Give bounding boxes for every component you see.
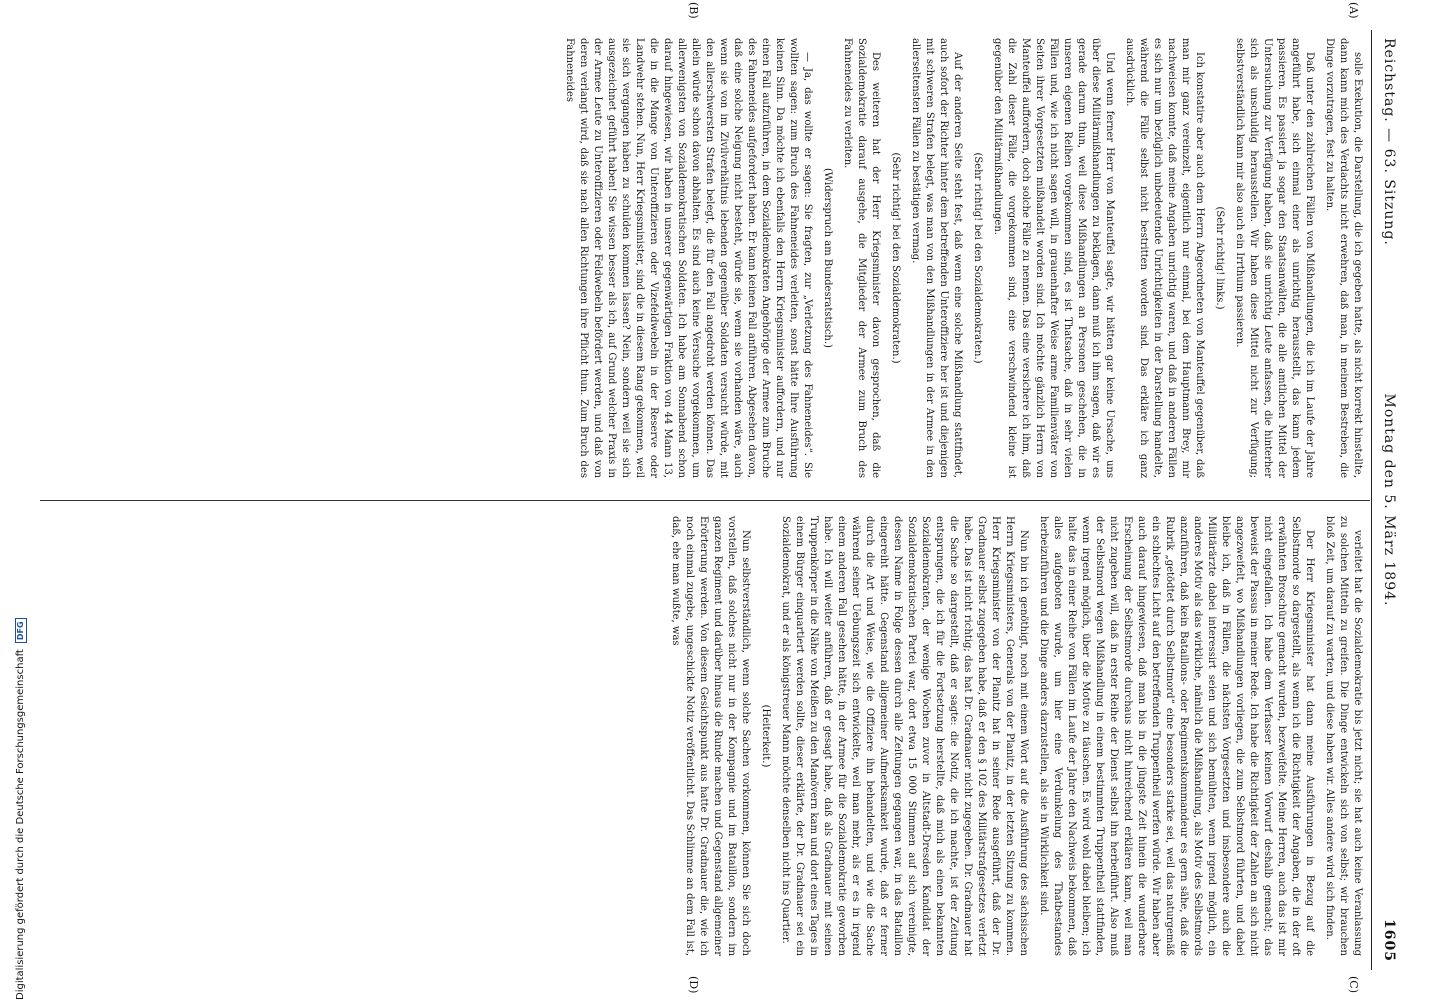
margin-label-b: (B) <box>687 2 700 19</box>
footer-credit: Digitalisierung gefördert durch die Deutsche Forschungsgemeinschaft <box>15 649 26 1000</box>
paragraph: (Heiterkeit.) <box>760 704 771 768</box>
paragraph: Ich konstatire aber auch dem Herrn Abgeordneten von Manteuffel gegenüber, daß man mir ganz vereinzelt, eigentlich nur einmal, bei dem Hauptmann Brey, mir nachweisen konnte, daß meine Angaben unrichtig waren, und daß in anderen Fällen es sich nur um bezüglich unbedeutende Unrichtigkeiten in der Darstellung handelte, während die Fälle selbst nicht bestritten worden sind. Das erkläre ich ganz ausdrücklich. <box>1124 38 1205 478</box>
paragraph: Des weiteren hat der Herr Kriegsminister davon gesprochen, daß die Sozialdemokratie darauf ausgehe, die Mitglieder der Armee zum Bruch des Fahneneides zu verleiten. <box>842 38 881 478</box>
text-column-left <box>44 38 1364 478</box>
header-rule <box>1371 30 1372 970</box>
header-session: Reichstag. — 63. Sitzung. <box>1381 38 1397 246</box>
page-header <box>1374 30 1400 970</box>
paragraph: Nun bin ich genöthigt, noch mit einem Wort auf die Ausführung des sächsischen Herrn Kriegsministers, Generals von der Planitz, in der letzten Sitzung zu kommen. Herr Kriegsminister von der Planitz hat in seiner Rede ausgeführt, daß der Dr. Gradnauer selbst zugegeben habe, daß er den § 102 des Militärstrafgesetzes verletzt habe. Das ist nicht richtig; das hat Dr. Gradnauer nicht zugegeben. Dr. Gradnauer hat die Sache so dargestellt, daß er sagte: die Notiz, die ich machte, ist der Zeitung entsprungen, die ich für die Fortsetzung herstellte, daß mich als einen bekannten Sozialdemokraten, der wenige Wochen zuvor in Altstadt-Dresden Kandidat der Sozialdemokratischen Partei war, dort etwa 15 000 Stimmen auf sich vereinigte, dessen Name in Folge dessen durch alle Zeitungen gegangen war, in das Bataillon eingereiht hätte. Gegenstand allgemeiner Aufmerksamkeit wurde, daß er ferner durch die Art und Weise, wie die Offiziere ihn behandelten, und wie die Sache während seiner Uebungszeit sich entwickelte, weil man mehr, als er es in irgend einem anderen Fall gesehen hätte, in der Armee für die Sozialdemokratie geworben habe. Ich will weiter anführen, daß er gesagt habe, daß als Gradnauer mit seinen Truppenkörper in die Nähe von Meißen zu den Manövern kam und dort eines Tages in einem Bürger einquartiert werden sollte, dieser erklärte, der Dr. Gradnauer sei ein Sozialdemokrat, und er als königstreuer Mann möchte denselben nicht ins Quartier. <box>780 516 1029 956</box>
paragraph: verleitet hat die Sozialdemokratie bis jetzt nicht; sie hat auch keine Veranlassung zu solchen Mitteln zu greifen. Die Dinge entwickeln sich von selbst; wir brauchen bloß Zeit, um darauf zu warten, und diese haben wir. Alles andere wird sich finden. <box>1324 516 1363 956</box>
paragraph: Nun selbstverständlich, wenn solche Sachen vorkommen, können Sie sich doch vorstellen, daß solches nicht nur in der Kompagnie und im Bataillon, sondern im ganzen Regiment und darüber hinaus die Runde machen und Gegenstand allgemeiner Erörterung werden. Von diesem Gesichtspunkt aus hatte Dr. Gradnauer die, wie ich noch einmal zugebe, ungeschickte Notiz veröffentlicht. Das Schlimme an dem Fall ist, daß, ehe man wußte, was <box>670 516 751 956</box>
paragraph: solle Exekution, die Darstellung, die ich gegeben hatte, als nicht korrekt hinstellte, dann kann mich des Verdachts nicht erwehren, daß man, in meinem Bestreben, die Dinge vorzutragen, fest zu halten. <box>1324 38 1363 478</box>
dfg-logo: DFG <box>15 618 27 643</box>
margin-label-d: (D) <box>687 976 700 994</box>
paragraph: (Widerspruch am Bundesratstisch.) <box>822 168 833 348</box>
paragraph: (Sehr richtig! links.) <box>1214 206 1225 310</box>
paragraph: Der Herr Kriegsminister hat dann meine Ausführungen in Bezug auf die Selbstmorde so dargestellt, als wenn ich die Richtigkeit der Angaben, die in der oft erwähnten Broschüre gemacht wurden, bezweifelte. Meine Herren, auch das ist mir nicht eingefallen. Ich habe dem Verfasser keinen Vorwurf deshalb gemacht; das beweist der Passus in meiner Rede. Ich habe die Richtigkeit der Zahlen an sich nicht angezweifelt, wo Mißhandlungen vorliegen, die zum Selbstmord führten, und dabei bleibe ich, daß in Fällen, die nächsten Vorgesetzten und insbesondere auch die Militärärzte dabei interessirt seien und sich bemühten, wenn irgend möglich, ein anderes Motiv als das wirkliche, nämlich die Mißhandlung, als Motiv des Selbstmords anzuführen, daß kein Bataillons- oder Regimentskommandeur es gern sähe, daß die Rubrik „getödtet durch Selbstmord“ eine besonders starke sei, weil das naturgemäß ein schlechtes Licht auf den betreffenden Truppentheil werfen würde. Wir haben aber auch darauf hingewiesen, daß man bis in die jüngste Zeit hinein die wunderbare Erscheinung der Selbstmorde durchaus nicht hinreichend erklären kann, weil man nicht zugeben will, daß in erster Reihe der Dienst selbst ihn herbeiführt. Also muß der Selbstmord wegen Mißhandlung in einem bestimmten Truppentheil stattfinden, wenn irgend möglich, über die Motive zu täuschen. Es wird wohl dabei bleiben; ich halte das in einer Reihe von Fällen im Laufe der Jahre den Nachweis bekommen, daß alles aufgeboten wurde, um hier eine Verdunkelung des Thatbestandes herbeizuführen und die Dinge anders darzustellen, als sie in Wirklichkeit sind. <box>1038 516 1315 956</box>
header-date: Montag den 5. März 1894. <box>1381 393 1397 607</box>
paragraph: (Sehr richtig! bei den Sozialdemokraten.) <box>972 152 983 364</box>
paragraph: Auf der anderen Seite steht fest, daß wenn eine solche Mißhandlung stattfindet, auch sofort der Richter hinter dem betreffenden Unteroffiziere her ist und diejenigen mit schweren Strafen belegt, was man von den Mißhandlungen in der Armee in den allerseltensten Fällen zu bestätigen vermag. <box>910 38 963 478</box>
paragraph: (Sehr richtig! bei den Sozialdemokraten.) <box>890 152 901 364</box>
paragraph: — Ja, das wollte er sagen: Sie fragten, zur „Verletzung des Fahneneides“. Sie wollten sagen: zum Bruch des Fahneneides verleiten, sonst hätte Ihre Ausführung keinen Sinn. Da möchte ich ebenfalls den Herrn Kriegsminister auffordern, und nur einen Fall aufzuführen, in dem Sozialdemokraten Angehörige der Armee zum Bruche des Fahneneides aufgefordert haben. Er kann keinen Fall anführen. Abgesehen davon, daß eine solche Neigung nicht besteht, würde sie, wenn sie vorhanden wäre, auch wenn sie von im Zivilverhältnis lebenden gegenüber Soldaten versucht würde, mit den allerschwersten Strafen belegt, die für den Fall angedroht werden können. Das allein würde schon davon abhalten. Es sind auch keine Versuche vorgekommen, um allerwenigsten von Sozialdemokratischen Soldaten. Ich habe am Sonnabend schon darauf hingewiesen, wir haben in unserer gegenwärtigen Fraktion von 44 Mann 13, die in die Mange von Unteroffizieren oder Vizefeldwebeln in der Reserve oder Landwehr stehen. Nun, Herr Kriegsminister, sind die in diesem Rang gekommen, weil sie sich vergangen haben zu schulden kommen lassen? Nein, sondern weil sie sich ausgezeichnet geführt haben! Sie wissen besser als ich, auf Grund welcher Praxis in der Armee Leute zu Unteroffizieren oder Feldwebeln befördert werden, und daß von deren verlangt wird, daß sie nach allen Richtungen ihre Pflicht thun. Zum Bruch des Fahneneides <box>564 38 813 478</box>
paragraph: Daß unter den zahlreichen Fällen von Mißhandlungen, die ich im Laufe der Jahre angeführt habe, sich einmal einer als unrichtig herausstellt, das kann jedem passieren. Es passiert ja sogar den Staatsanwälten, die alle amtlichen Mittel der Untersuchung zur Verfügung haben, daß sie unrichtig Leute anfassen, die hinterher sich als unschuldig herausstellen. Wir haben diese Mittel nicht zur Verfügung; selbstverständlich kann mir also auch ein Irrthum passieren. <box>1234 38 1315 478</box>
text-column-right <box>44 516 1364 956</box>
margin-label-c: (C) <box>1347 976 1360 993</box>
paragraph: Und wenn ferner Herr von Manteuffel sagte, wir hätten gar keine Ursache, uns über diese Militärmißhandlungen zu beklagen, dann muß ich ihm sagen, daß wir es gerade darum thun, weil diese Mißhandlungen an Personen geschehen, die in unseren eigenen Reihen vorgekommen sind, es ist Thatsache, daß in sehr vielen Fällen und, wie ich nicht sagen will, in grauenhafter Weise arme Familienväter von Seiten ihrer Vorgesetzten mißhandelt worden sind. Ich möchte gänzlich Herrn von Manteuffel auffordern, doch solche Fälle zu nennen. Das eine versichere ich ihm, daß die Zahl dieser Fälle, die vorgekommen sind, eine verschwindend kleine ist gegenüber den Militärmißhandlungen. <box>992 38 1115 478</box>
column-divider <box>40 500 1370 501</box>
digitization-footer <box>0 0 26 1000</box>
margin-label-a: (A) <box>1347 2 1360 19</box>
page-number: 1605 <box>1381 919 1397 962</box>
